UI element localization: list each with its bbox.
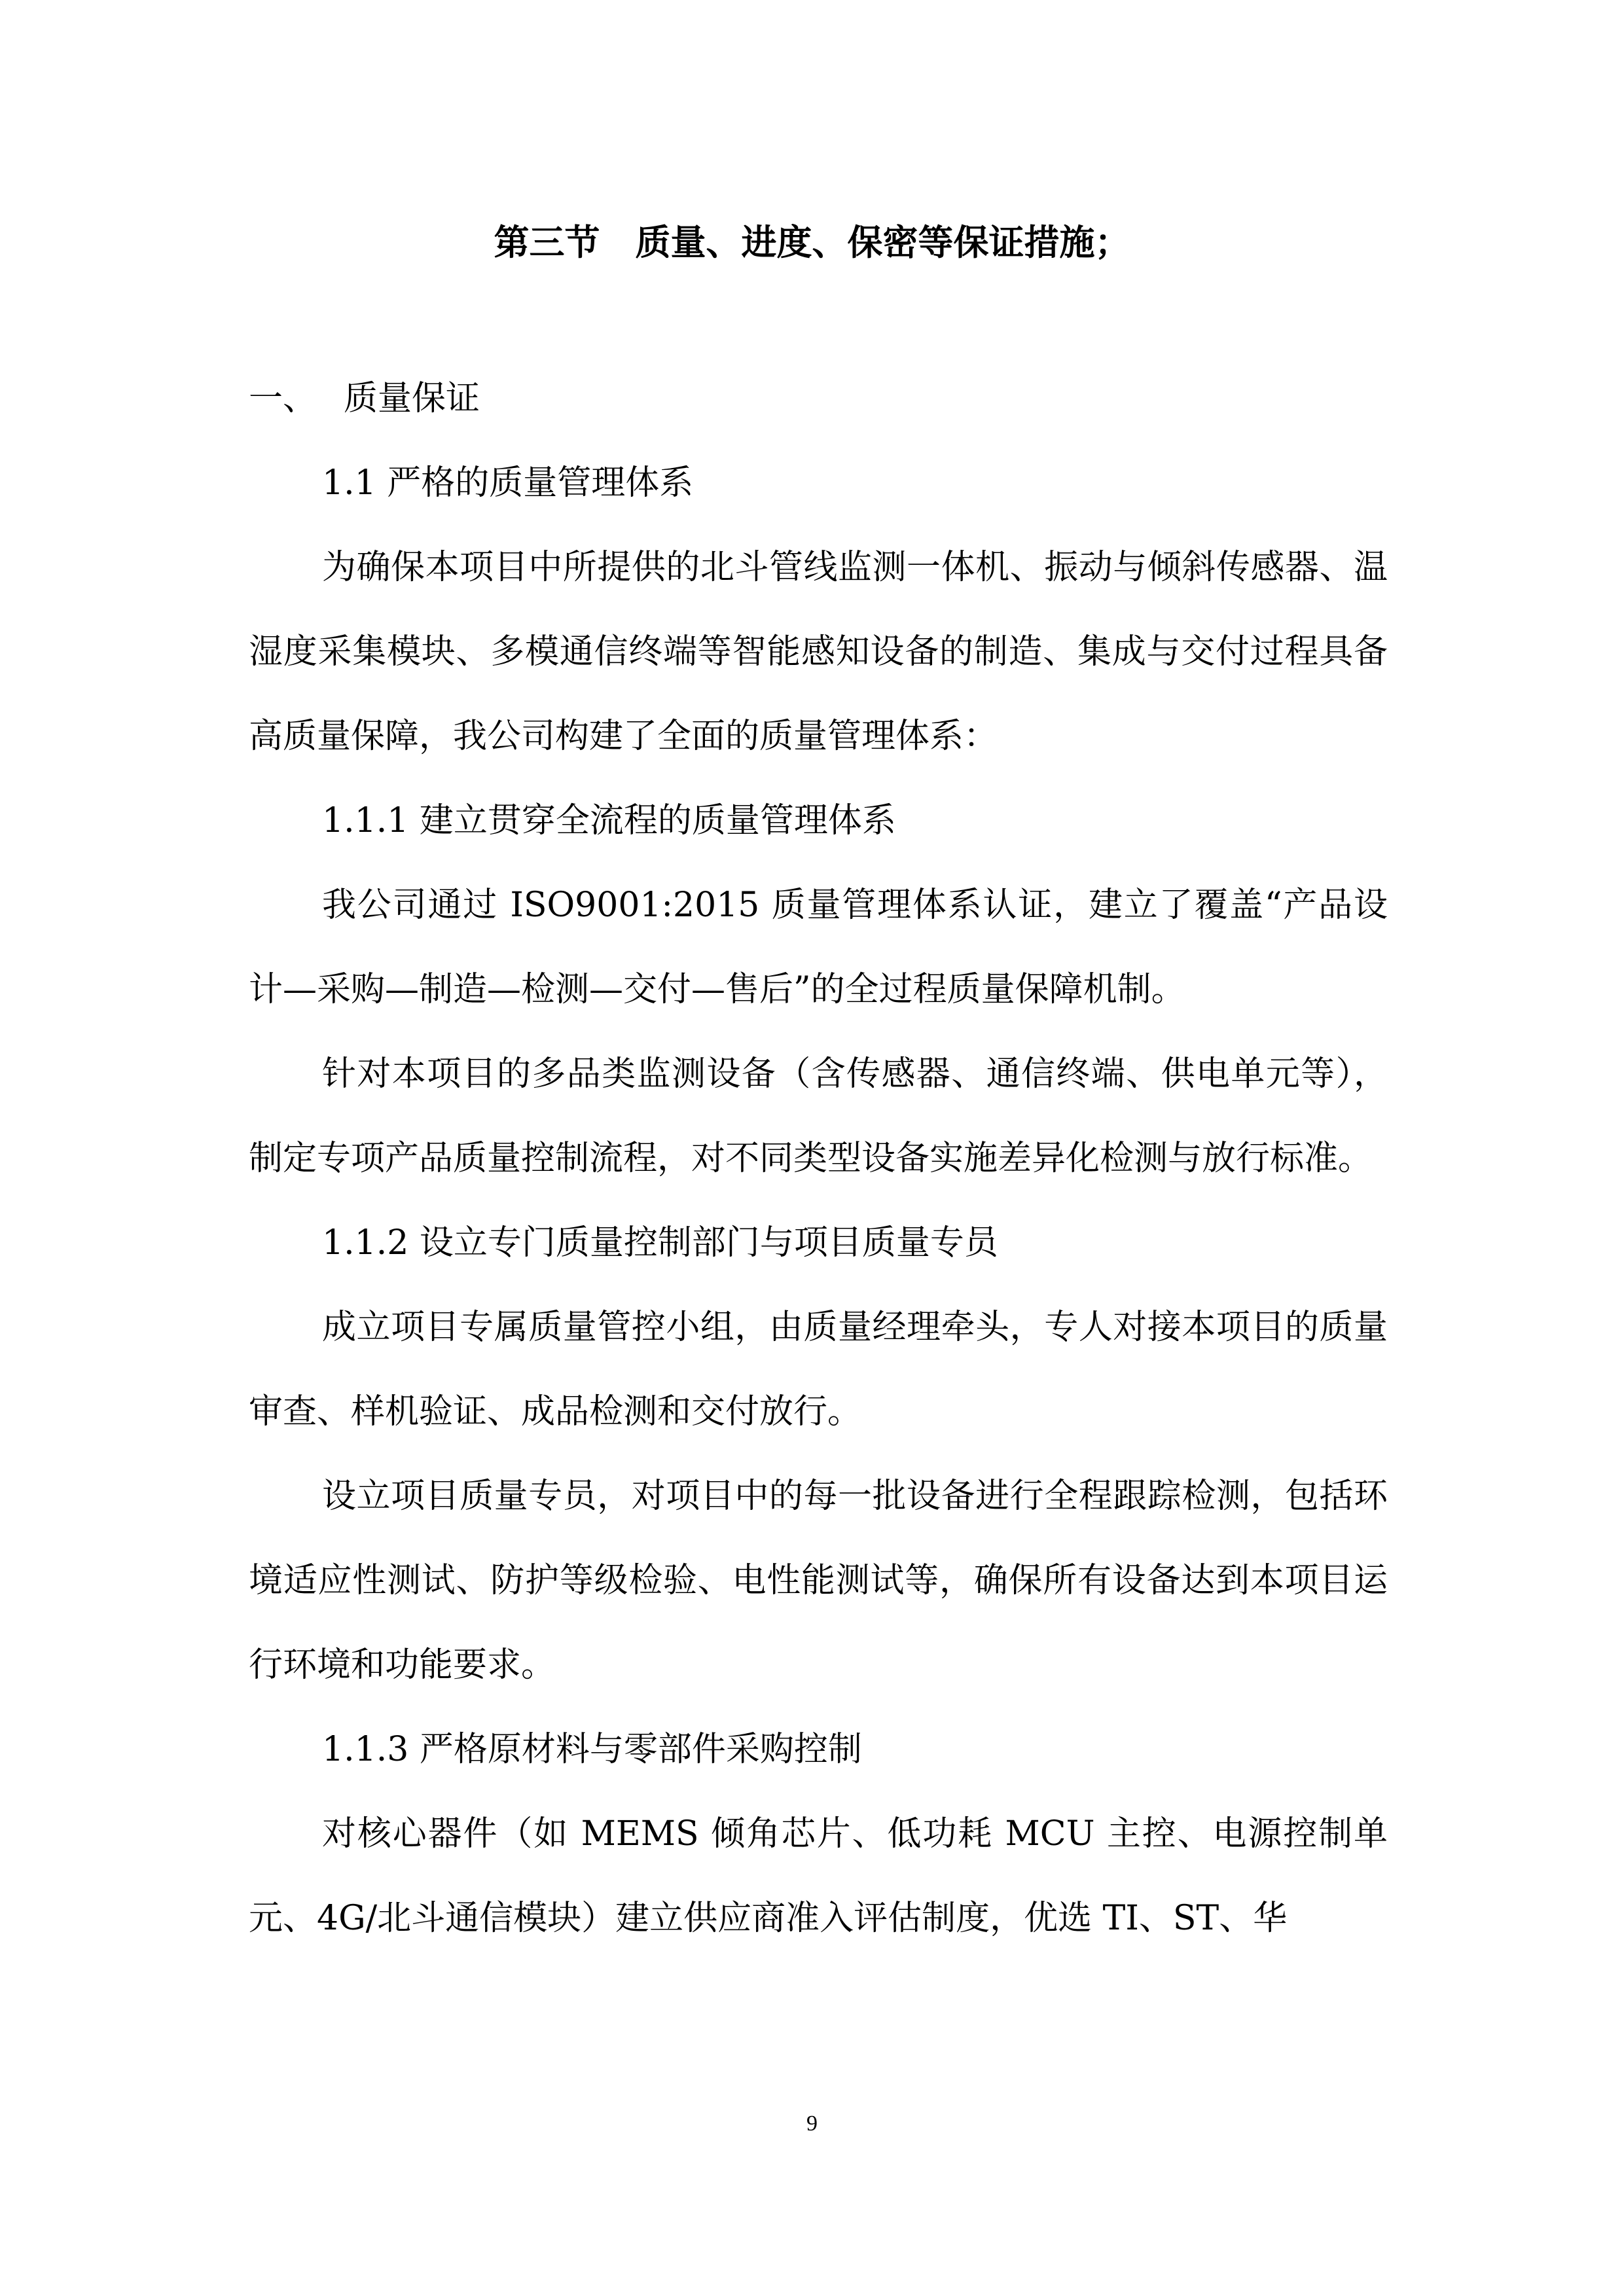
paragraph: 为确保本项目中所提供的北斗管线监测一体机、振动与倾斜传感器、温湿度采集模块、多模通信终端等智能感知设备的制造、集成与交付过程具备高质量保障，我公司构建了全面的质量管理体系： (249, 548, 1388, 756)
paragraph: 我公司通过 ISO9001:2015 质量管理体系认证，建立了覆盖“产品设计—采购—制造—检测—交付—售后”的全过程质量保障机制。 (249, 886, 1388, 1009)
paragraph: 针对本项目的多品类监测设备（含传感器、通信终端、供电单元等），制定专项产品质量控制流程，对不同类型设备实施差异化检测与放行标准。 (249, 1054, 1388, 1178)
document-body (249, 357, 1388, 1961)
section-title: 第三节 质量、进度、保密等保证措施； (494, 221, 1130, 263)
heading-number: 一、 (249, 379, 317, 418)
paragraph: 对核心器件（如 MEMS 倾角芯片、低功耗 MCU 主控、电源控制单元、4G/北斗通信模块）建立供应商准入评估制度，优选 TI、ST、华 (249, 1814, 1388, 1938)
heading-1-1-2: 1.1.2 设立专门质量控制部门与项目质量专员 (322, 1223, 998, 1263)
paragraph: 设立项目质量专员，对项目中的每一批设备进行全程跟踪检测，包括环境适应性测试、防护等级检验、电性能测试等，确保所有设备达到本项目运行环境和功能要求。 (249, 1477, 1388, 1685)
heading-1-1: 1.1 严格的质量管理体系 (322, 463, 694, 503)
heading-level-1 (249, 357, 1388, 441)
page-number: 9 (806, 2111, 818, 2136)
heading-label: 质量保证 (344, 379, 480, 418)
paragraph: 成立项目专属质量管控小组，由质量经理牵头，专人对接本项目的质量审查、样机验证、成品检测和交付放行。 (249, 1308, 1388, 1431)
heading-1-1-3: 1.1.3 严格原材料与零部件采购控制 (322, 1730, 862, 1769)
heading-1-1-1: 1.1.1 建立贯穿全流程的质量管理体系 (322, 801, 896, 840)
